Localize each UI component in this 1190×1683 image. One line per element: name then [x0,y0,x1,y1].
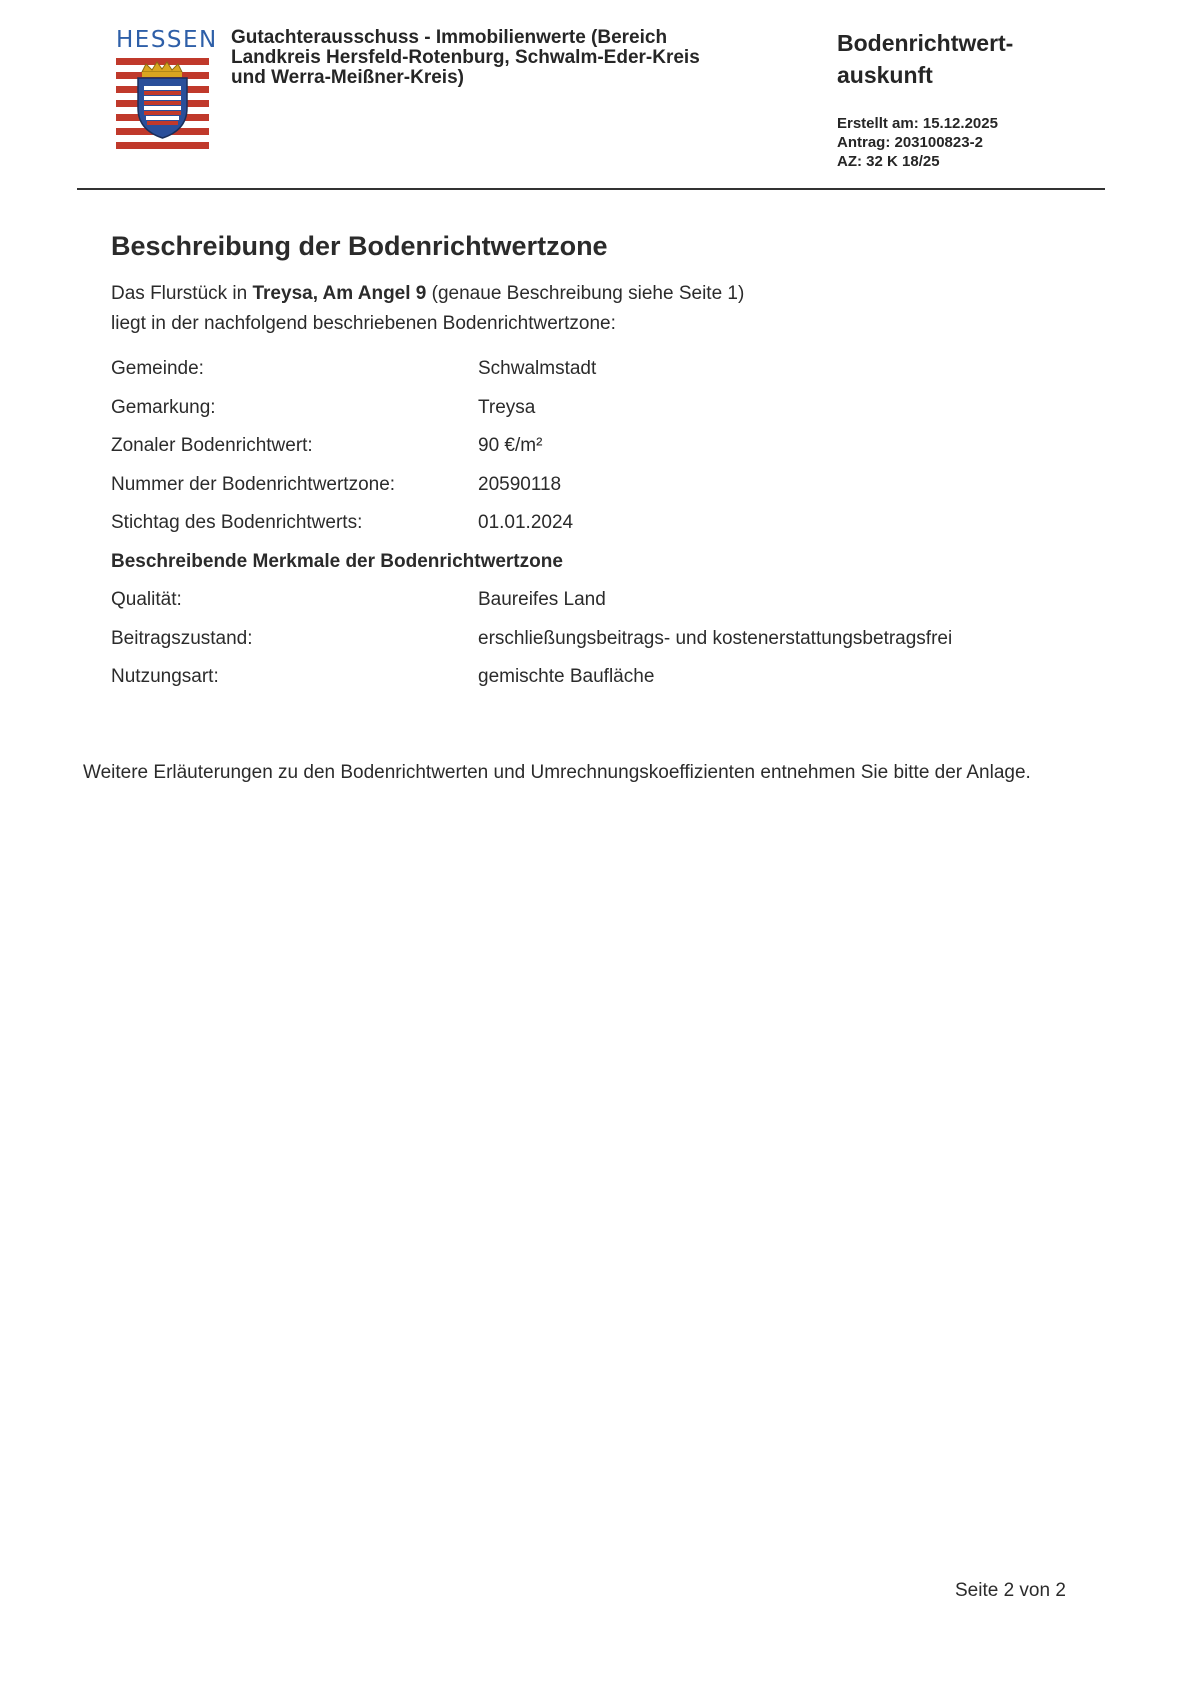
intro-text [111,279,744,339]
section-title: Beschreibung der Bodenrichtwertzone [111,231,608,261]
issuing-authority [231,28,751,88]
application-number: Antrag: 203100823-2 [837,134,983,151]
authority-line: und Werra-Meißner-Kreis) [231,67,464,88]
footer-note: Weitere Erläuterungen zu den Bodenrichtwerten und Umrechnungskoeffizienten entnehmen Sie bitte der Anlage. [83,762,1031,783]
fact-row-gemarkung [111,397,1011,436]
features-heading-row [111,551,1011,590]
file-reference: AZ: 32 K 18/25 [837,153,940,170]
fact-label: Stichtag des Bodenrichtwerts: [111,512,363,533]
feature-value: gemischte Baufläche [478,666,655,687]
intro-line-2: liegt in der nachfolgend beschriebenen Bodenrichtwertzone: [111,313,616,334]
fact-row-bodenrichtwert [111,435,1011,474]
fact-value: Treysa [478,396,536,418]
fact-value: 20590118 [478,473,562,495]
document-title-line: auskunft [837,62,933,88]
fact-row-zone-number [111,474,1011,513]
fact-label: Nummer der Bodenrichtwertzone: [111,473,396,495]
parcel-location: Treysa, Am Angel 9 [252,283,427,304]
feature-row-qualitaet [111,589,1011,628]
intro-suffix: (genaue Beschreibung siehe Seite 1) [426,283,745,304]
fact-label: Gemarkung: [111,396,216,418]
features-heading: Beschreibende Merkmale der Bodenrichtwertzone [111,550,563,572]
zone-facts [111,358,1011,705]
intro-line-1 [111,279,744,309]
created-date: Erstellt am: 15.12.2025 [837,115,998,132]
page-number: Seite 2 von 2 [955,1580,1066,1601]
hessen-logo-word: HESSEN [116,27,218,53]
fact-value: 90 €/m² [478,435,543,456]
feature-value: erschließungsbeitrags- und kostenerstattungsbetragsfrei [478,627,953,649]
document-meta [837,114,998,171]
feature-value: Baureifes Land [478,589,606,610]
fact-value: Schwalmstadt [478,358,597,379]
fact-label: Zonaler Bodenrichtwert: [111,435,313,456]
hessen-coat-of-arms-icon [116,58,209,150]
fact-row-gemeinde [111,358,1011,397]
feature-row-nutzungsart [111,666,1011,705]
authority-line: Gutachterausschuss - Immobilienwerte (Bereich [231,27,668,48]
feature-row-beitragszustand [111,628,1011,667]
fact-value: 01.01.2024 [478,512,574,533]
fact-label: Gemeinde: [111,358,204,379]
feature-label: Nutzungsart: [111,666,219,687]
authority-line: Landkreis Hersfeld-Rotenburg, Schwalm-Eder-Kreis [231,47,700,68]
intro-prefix: Das Flurstück in [111,283,253,304]
feature-label: Beitragszustand: [111,627,253,649]
header-divider [77,188,1105,190]
document-title [837,27,1013,91]
fact-row-stichtag [111,512,1011,551]
feature-label: Qualität: [111,589,182,610]
document-title-line: Bodenrichtwert- [837,30,1014,56]
